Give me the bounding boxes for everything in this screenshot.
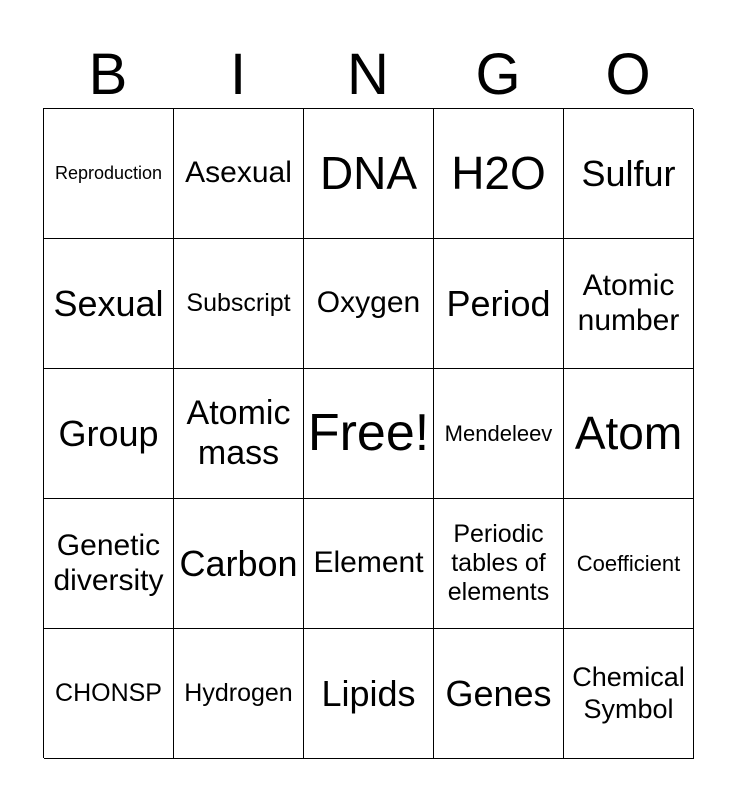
free-space-label: Free!: [307, 403, 430, 462]
cell-label: Element: [313, 546, 424, 580]
cell-label: Asexual: [185, 156, 292, 190]
cell-label: Period: [446, 282, 551, 324]
cell-label: Sulfur: [581, 152, 676, 194]
cell-label: Atom: [574, 407, 683, 460]
cell-label: Coefficient: [576, 550, 681, 576]
cell-label: Carbon: [179, 542, 298, 584]
bingo-cell[interactable]: [434, 109, 564, 239]
bingo-cell[interactable]: [564, 109, 694, 239]
bingo-cell[interactable]: [44, 629, 174, 759]
free-space-cell[interactable]: [304, 369, 434, 499]
bingo-cell[interactable]: [304, 239, 434, 369]
bingo-cell[interactable]: [564, 499, 694, 629]
bingo-cell[interactable]: [304, 109, 434, 239]
cell-label: Subscript: [186, 289, 291, 318]
cell-label: Oxygen: [316, 286, 421, 320]
bingo-cell[interactable]: [174, 499, 304, 629]
header-letter-o: O: [605, 42, 651, 107]
cell-label: Atomic mass: [186, 394, 291, 472]
cell-label: Chemical Symbol: [572, 662, 685, 724]
bingo-cell[interactable]: [174, 109, 304, 239]
bingo-cell[interactable]: [44, 369, 174, 499]
cell-label: Atomic number: [577, 269, 680, 337]
bingo-cell[interactable]: [174, 369, 304, 499]
header-letter-g: G: [475, 42, 521, 107]
bingo-cell[interactable]: [44, 109, 174, 239]
bingo-cell[interactable]: [174, 629, 304, 759]
bingo-cell[interactable]: [434, 239, 564, 369]
cell-label: Lipids: [321, 672, 416, 714]
header-letter-b: B: [88, 42, 128, 107]
cell-label: Reproduction: [54, 163, 163, 184]
bingo-cell[interactable]: [434, 369, 564, 499]
cell-label: CHONSP: [55, 679, 162, 708]
header-letter-i: I: [229, 42, 247, 107]
cell-label: DNA: [319, 147, 418, 200]
bingo-header: [43, 42, 693, 108]
bingo-grid: [43, 108, 693, 758]
bingo-cell[interactable]: [564, 239, 694, 369]
cell-label: Mendeleev: [444, 420, 553, 446]
bingo-cell[interactable]: [564, 629, 694, 759]
bingo-cell[interactable]: [174, 239, 304, 369]
cell-label: Genes: [445, 672, 552, 714]
bingo-cell[interactable]: [304, 629, 434, 759]
bingo-cell[interactable]: [434, 499, 564, 629]
header-letter-n: N: [347, 42, 389, 107]
cell-label: Sexual: [53, 282, 164, 324]
bingo-cell[interactable]: [44, 239, 174, 369]
cell-label: Periodic tables of elements: [447, 520, 550, 606]
bingo-cell[interactable]: [564, 369, 694, 499]
cell-label: H2O: [451, 147, 546, 200]
bingo-cell[interactable]: [434, 629, 564, 759]
cell-label: Hydrogen: [184, 679, 293, 708]
cell-label: Group: [58, 412, 159, 454]
bingo-cell[interactable]: [44, 499, 174, 629]
bingo-cell[interactable]: [304, 499, 434, 629]
cell-label: Genetic diversity: [53, 529, 164, 597]
